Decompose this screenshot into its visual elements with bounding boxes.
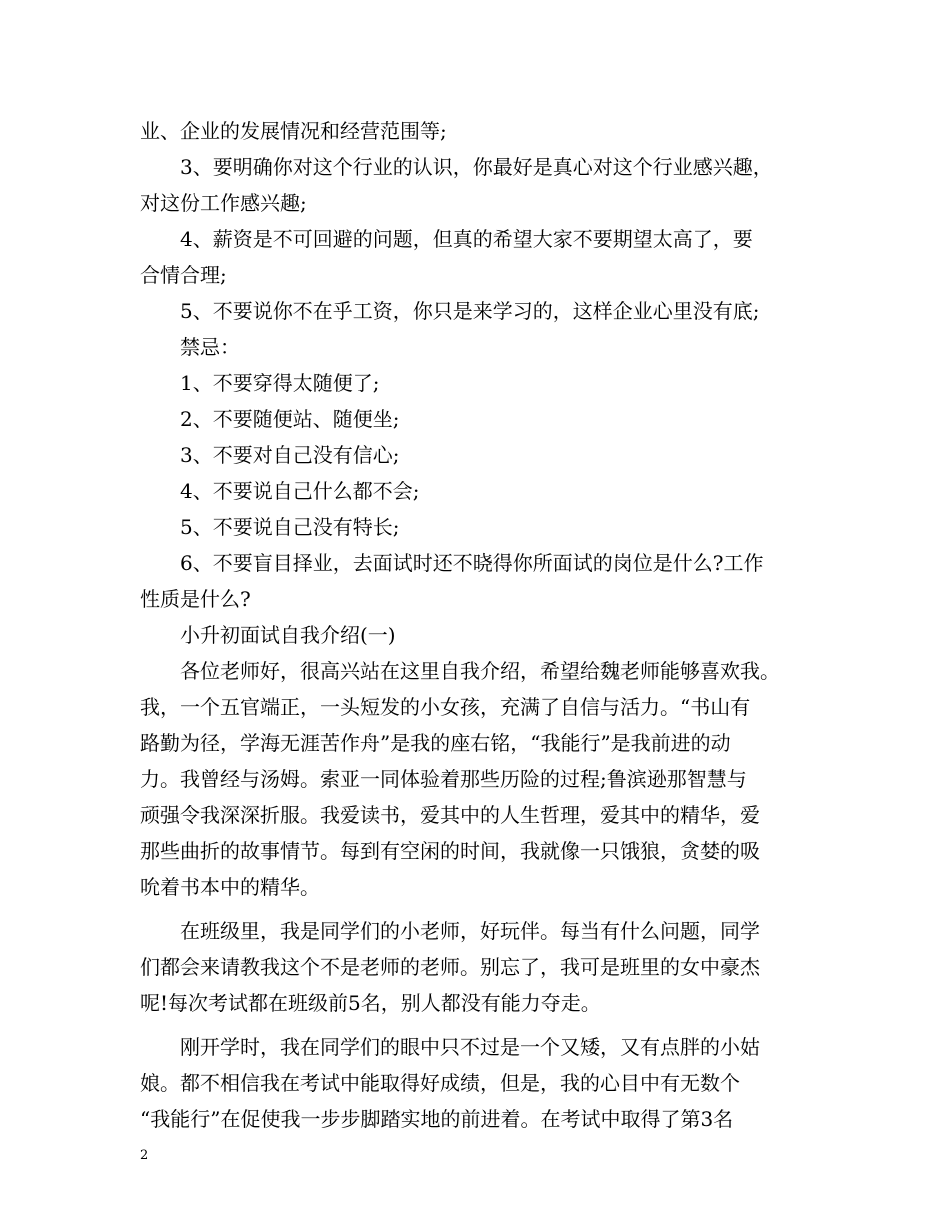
text-line: 业、企业的发展情况和经营范围等; bbox=[140, 119, 447, 143]
list-item: 4、不要说自己什么都不会; bbox=[180, 479, 420, 503]
text-line: 那些曲折的故事情节。每到有空闲的时间，我就像一只饿狼，贪婪的吸 bbox=[140, 839, 760, 863]
document-body bbox=[140, 113, 812, 1137]
text-line: “我能行”在促使我一步步脚踏实地的前进着。在考试中取得了第3名 bbox=[140, 1107, 734, 1131]
text-line: 3、要明确你对这个行业的认识，你最好是真心对这个行业感兴趣， bbox=[180, 155, 773, 179]
list-item: 5、不要说自己没有特长; bbox=[180, 515, 400, 539]
paragraph-gap bbox=[140, 905, 812, 913]
section-heading: 禁忌： bbox=[180, 335, 240, 359]
paragraph-gap bbox=[140, 1021, 812, 1029]
list-item: 2、不要随便站、随便坐; bbox=[180, 407, 400, 431]
text-line: 刚开学时，我在同学们的眼中只不过是一个又矮，又有点胖的小姑 bbox=[180, 1035, 760, 1059]
list-item: 6、不要盲目择业，去面试时还不晓得你所面试的岗位是什么?工作 bbox=[180, 551, 764, 575]
text-line: 在班级里，我是同学们的小老师，好玩伴。每当有什么问题，同学 bbox=[180, 919, 760, 943]
text-line: 娘。都不相信我在考试中能取得好成绩，但是，我的心目中有无数个 bbox=[140, 1071, 740, 1095]
text-line: 们都会来请教我这个不是老师的老师。别忘了，我可是班里的女中豪杰 bbox=[140, 955, 760, 979]
text-line: 顽强令我深深折服。我爱读书，爱其中的人生哲理，爱其中的精华，爱 bbox=[140, 803, 760, 827]
text-line: 我，一个五官端正，一头短发的小女孩，充满了自信与活力。“书山有 bbox=[140, 695, 751, 719]
list-item: 3、不要对自己没有信心; bbox=[180, 443, 400, 467]
text-line: 4、薪资是不可回避的问题，但真的希望大家不要期望太高了，要 bbox=[180, 227, 753, 251]
section-title: 小升初面试自我介绍(一) bbox=[180, 623, 396, 647]
text-line: 5、不要说你不在乎工资，你只是来学习的，这样企业心里没有底; bbox=[180, 299, 760, 323]
text-line: 力。我曾经与汤姆。索亚一同体验着那些历险的过程;鲁滨逊那智慧与 bbox=[140, 767, 747, 791]
text-line: 各位老师好，很高兴站在这里自我介绍，希望给魏老师能够喜欢我。 bbox=[180, 659, 780, 683]
text-line: 对这份工作感兴趣; bbox=[140, 191, 307, 215]
text-line: 吮着书本中的精华。 bbox=[140, 875, 320, 899]
text-line: 合情合理; bbox=[140, 263, 227, 287]
text-line: 路勤为径，学海无涯苦作舟”是我的座右铭，“我能行”是我前进的动 bbox=[140, 731, 731, 755]
page-number: 2 bbox=[140, 1148, 149, 1163]
text-line: 性质是什么? bbox=[140, 587, 251, 611]
text-line: 呢!每次考试都在班级前5名，别人都没有能力夺走。 bbox=[140, 991, 601, 1015]
list-item: 1、不要穿得太随便了; bbox=[180, 371, 380, 395]
